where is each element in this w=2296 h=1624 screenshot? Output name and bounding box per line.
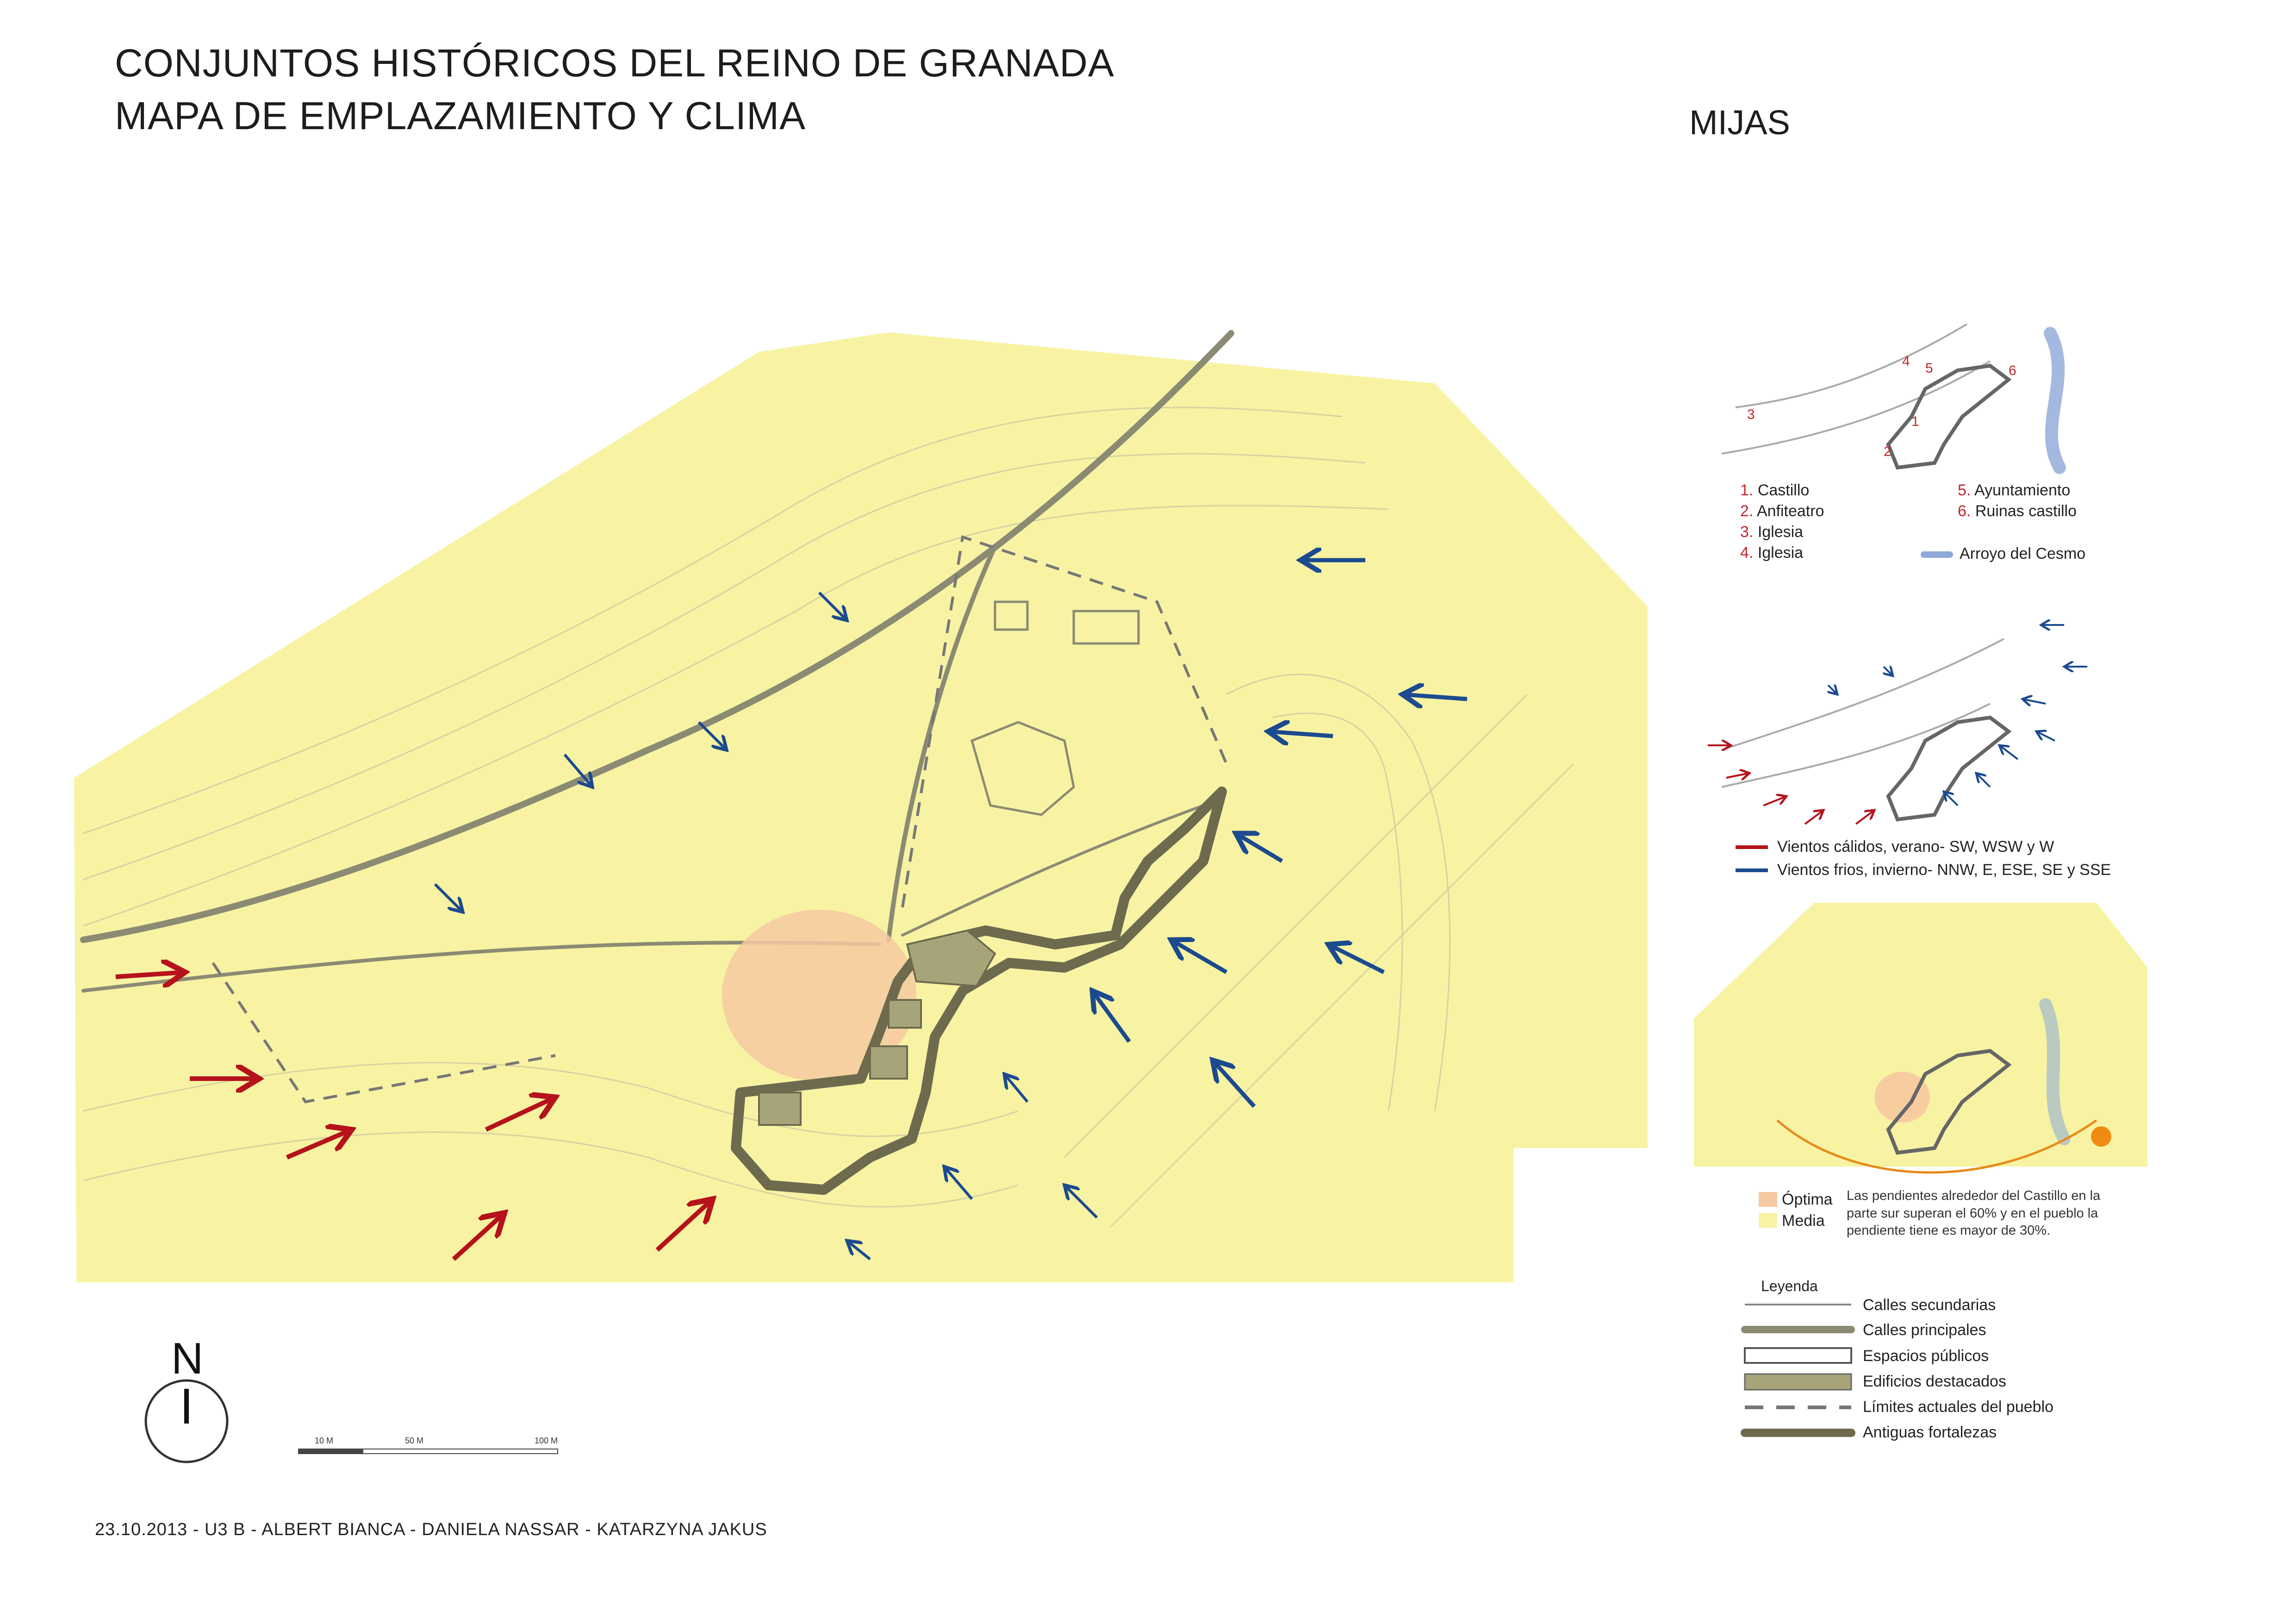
svg-text:1: 1 [1911,414,1919,429]
legend-item-town-limits: Límites actuales del pueblo [1863,1398,2054,1416]
scale-bar [299,1449,558,1454]
north-label: N [171,1334,204,1383]
legend-item-main-streets: Calles principales [1863,1321,1986,1339]
media-swatch [1759,1213,1777,1228]
legend-item-public-spaces: Espacios públicos [1863,1347,1989,1365]
north-arrow [146,1380,227,1462]
legend-item-highlighted-buildings: Edificios destacados [1863,1373,2006,1390]
legend-swatches [1745,1305,1851,1433]
zone-media-label: Media [1782,1212,1825,1230]
footer-credits: 23.10.2013 - U3 B - ALBERT BIANCA - DANIELA NASSAR - KATARZYNA JAKUS [95,1520,767,1539]
inset-winds [1708,625,2087,824]
svg-text:2: 2 [1884,444,1892,459]
cold-wind-label: Vientos frios, invierno- NNW, E, ESE, SE y SSE [1777,861,2111,879]
landmark-2: 2. Anfiteatro [1740,502,1824,520]
landmark-5: 5. Ayuntamiento [1958,481,2071,499]
landmark-3: 3. Iglesia [1740,523,1804,541]
zone-optima-label: Óptima [1782,1191,1833,1208]
optima-swatch [1759,1192,1777,1207]
svg-text:5: 5 [1925,361,1933,376]
title-line-1: CONJUNTOS HISTÓRICOS DEL REINO DE GRANADA [115,41,1114,85]
place-name: MIJAS [1689,103,1790,142]
svg-text:6: 6 [2009,363,2016,378]
stream-legend: Arroyo del Cesmo [1921,545,2085,563]
scale-label-100: 100 M [535,1436,558,1445]
title-line-2: MAPA DE EMPLAZAMIENTO Y CLIMA [115,94,806,137]
stream-swatch [1921,551,1953,558]
landmark-1: 1. Castillo [1740,481,1810,499]
legend-title: Leyenda [1761,1278,1818,1294]
svg-text:3: 3 [1747,407,1755,422]
scale-label-10: 10 M [315,1436,334,1445]
warm-wind-label: Vientos cálidos, verano- SW, WSW y W [1777,838,2054,856]
svg-text:4: 4 [1902,354,1910,369]
landmark-6: 6. Ruinas castillo [1958,502,2077,520]
inset-landmarks [1722,324,2060,468]
landmark-4: 4. Iglesia [1740,544,1804,562]
inset-slopes [1694,903,2147,1173]
legend-item-old-fortresses: Antiguas fortalezas [1863,1424,1997,1441]
slope-note: Las pendientes alrededor del Castillo en la parte sur superan el 60% y en el pueblo la pendiente tiene es mayor de 30%. [1847,1188,2101,1238]
scale-label-50: 50 M [405,1436,424,1445]
legend-item-secondary-streets: Calles secundarias [1863,1296,1996,1314]
